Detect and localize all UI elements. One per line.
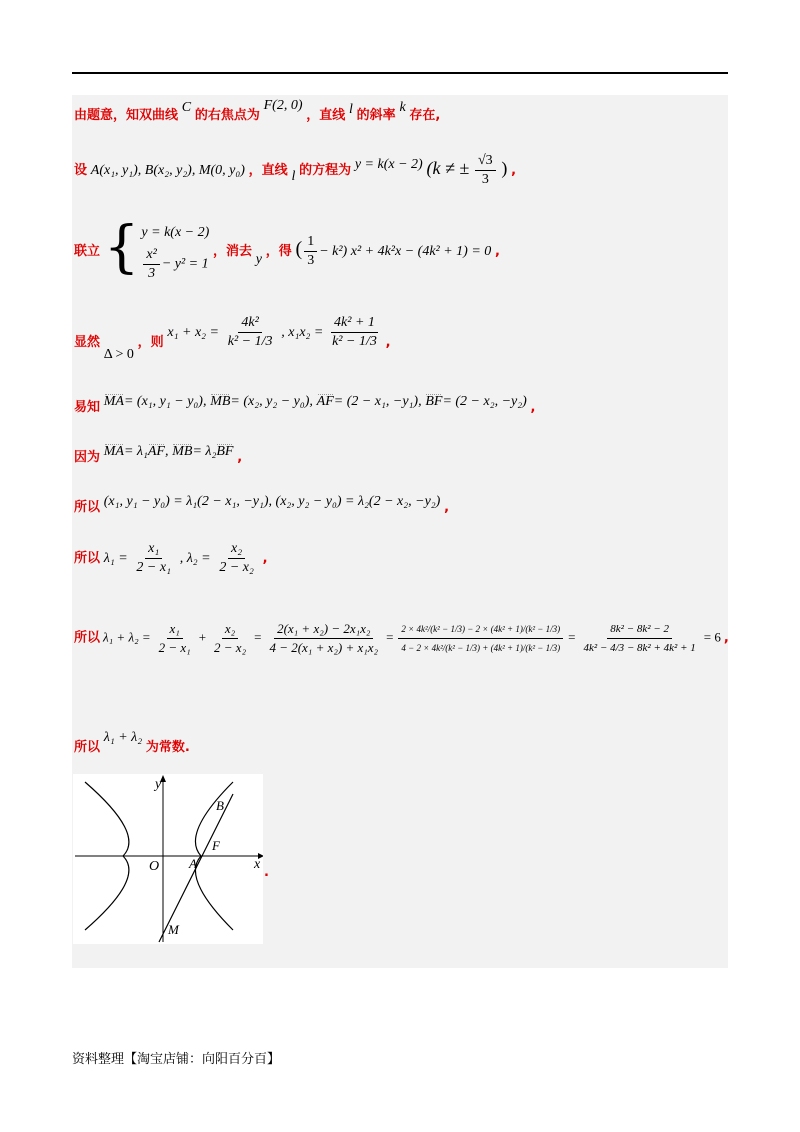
text: ，得 xyxy=(265,243,292,259)
text: 的右焦点为 xyxy=(194,108,260,123)
text: 由题意，知双曲线 xyxy=(74,108,179,123)
text: 存在, xyxy=(409,108,441,123)
label-f: F xyxy=(212,838,220,853)
label-o: O xyxy=(149,859,160,874)
label-m: M xyxy=(168,922,179,937)
text: 的方程为 xyxy=(299,162,352,178)
lambda2-fraction xyxy=(216,540,257,577)
focus-f: F(2, 0) xyxy=(263,98,303,113)
vector-expr: = (x₂, y₂ − y₀), xyxy=(230,394,313,409)
delta-condition: Δ > 0 xyxy=(103,346,134,362)
numerator: 1 xyxy=(304,233,317,252)
text: ，直线 xyxy=(306,108,346,123)
figure-tail xyxy=(264,864,269,881)
label-a: A xyxy=(189,856,197,871)
text: , xyxy=(495,243,500,259)
frac-5 xyxy=(580,620,698,657)
one-third xyxy=(304,233,317,270)
quadratic-tail: − k²) x² + 4k²x − (4k² + 1) = 0 xyxy=(319,243,492,259)
vector-ma: MA xyxy=(103,444,124,459)
product-fraction xyxy=(329,314,380,351)
line-10 xyxy=(74,726,190,755)
frac-1 xyxy=(156,620,194,657)
text: 因为 xyxy=(74,450,101,465)
equals: = xyxy=(568,629,576,645)
line-7 xyxy=(74,490,450,515)
system-row-2 xyxy=(141,246,209,283)
condition-suffix: ) xyxy=(501,157,508,178)
hyperbola-svg xyxy=(73,774,263,944)
text: 所以 xyxy=(74,500,101,515)
lambda1-fraction xyxy=(133,540,174,577)
vector-expr: = λ₁ xyxy=(123,444,148,459)
denominator: 3 xyxy=(148,266,156,281)
lambda1-lhs: λ₁ = xyxy=(103,550,128,566)
frac-2 xyxy=(211,620,249,657)
label-y: y xyxy=(155,777,162,792)
vector-expr: , xyxy=(164,444,169,459)
hyperbola-figure xyxy=(73,774,263,944)
vector-expr: = λ₂ xyxy=(192,444,217,459)
text: 的斜率 xyxy=(356,108,396,123)
sum-lhs: λ₁ + λ₂ = xyxy=(103,629,151,645)
numerator: x² xyxy=(143,246,159,265)
line-6 xyxy=(74,440,243,465)
sum-lhs: x₁ + x₂ = xyxy=(167,324,219,340)
equals: = xyxy=(254,629,262,645)
footer-note: 资料整理【淘宝店铺：向阳百分百】 xyxy=(72,1052,281,1067)
frac-3 xyxy=(266,620,381,657)
line-1 xyxy=(74,98,441,124)
label-b: B xyxy=(216,798,224,813)
var-l: l xyxy=(349,102,353,117)
numerator: 4k² + 1 xyxy=(331,314,378,333)
text: 为常数. xyxy=(145,740,190,755)
numerator: 8k² − 8k² − 2 xyxy=(607,620,672,639)
numerator: √3 xyxy=(475,152,496,171)
denominator: 2 − x₁ xyxy=(158,640,191,655)
denominator: 3 xyxy=(307,253,315,268)
denominator: 2 − x₂ xyxy=(214,640,247,655)
text: , xyxy=(385,334,391,350)
paren-open: ( xyxy=(295,237,303,260)
text: 所以 xyxy=(74,740,101,755)
vector-af: AF xyxy=(147,444,165,459)
condition-fraction xyxy=(475,152,496,189)
row-tail: − y² = 1 xyxy=(161,256,209,272)
denominator: k² − 1/3 xyxy=(332,334,377,349)
text: . xyxy=(264,865,269,880)
var-y: y xyxy=(255,251,263,267)
line-5 xyxy=(74,390,536,415)
vector-mb: MB xyxy=(210,394,231,409)
top-rule xyxy=(72,72,728,74)
lambda-sum: λ₁ + λ₂ xyxy=(103,730,143,745)
denominator: 4 − 2 × 4k²/(k² − 1/3) + (4k² + 1)/(k² − 1/3) xyxy=(401,643,561,653)
numerator: x₁ xyxy=(167,620,183,639)
denominator: 4k² − 4/3 − 8k² + 4k² + 1 xyxy=(583,642,696,654)
vector-bf: BF xyxy=(425,394,443,409)
line-4 xyxy=(74,314,391,362)
text: 设 xyxy=(74,162,88,178)
line-equation: y = k(x − 2) xyxy=(354,156,423,172)
label-x: x xyxy=(254,857,261,872)
var-c: C xyxy=(181,100,192,115)
numerator: x₁ xyxy=(145,540,162,559)
text: ，则 xyxy=(137,334,164,350)
numerator: 2 × 4k²/(k² − 1/3) − 2 × (4k² + 1)/(k² − 1/3) xyxy=(398,620,563,639)
line-3 xyxy=(74,215,500,283)
vector-expr: = (2 − x₂, −y₂) xyxy=(442,394,527,409)
numerator: x₂ xyxy=(222,620,238,639)
result: = 6 xyxy=(703,629,721,645)
text: 易知 xyxy=(74,400,101,415)
numerator: x₂ xyxy=(228,540,245,559)
frac-4 xyxy=(398,620,563,657)
vector-expr: = (2 − x₁, −y₁), xyxy=(333,394,422,409)
denominator: 2 − x₁ xyxy=(136,560,171,575)
text: 所以 xyxy=(74,550,101,566)
equals: = xyxy=(386,629,394,645)
vector-ma: MA xyxy=(103,394,124,409)
text: , xyxy=(237,450,243,465)
text: ，直线 xyxy=(248,162,288,178)
line-8 xyxy=(74,540,268,577)
denominator: 4 − 2(x₁ + x₂) + x₁x₂ xyxy=(269,640,379,655)
text: 联立 xyxy=(74,243,101,259)
vector-expr: = (x₁, y₁ − y₀), xyxy=(123,394,207,409)
brace-glyph: { xyxy=(103,215,140,280)
vector-mb: MB xyxy=(172,444,193,459)
text: , xyxy=(530,400,536,415)
denominator: 2 − x₂ xyxy=(219,560,254,575)
text: , xyxy=(444,500,450,515)
lambda2-lhs: , λ₂ = xyxy=(179,550,211,566)
vector-bf: BF xyxy=(216,444,234,459)
equation-system xyxy=(103,215,210,283)
text: , xyxy=(262,550,268,566)
vector-equation: (x₁, y₁ − y₀) = λ₁(2 − x₁, −y₁), (x₂, y₂ − y₀) = λ₂(2 − x₂, −y₂) xyxy=(103,494,441,509)
numerator: 4k² xyxy=(238,314,261,333)
sum-fraction xyxy=(225,314,276,351)
condition-prefix: (k ≠ ± xyxy=(426,157,470,178)
points-expr: A(x₁, y₁), B(x₂, y₂), M(0, y₀) xyxy=(90,162,245,178)
line-9 xyxy=(74,620,729,657)
system-row-1: y = k(x − 2) xyxy=(141,225,210,240)
numerator: 2(x₁ + x₂) − 2x₁x₂ xyxy=(274,620,373,639)
var-k: k xyxy=(399,100,406,115)
denominator: k² − 1/3 xyxy=(227,334,273,349)
text: 所以 xyxy=(74,630,101,646)
plus: + xyxy=(198,629,207,645)
line-2 xyxy=(74,152,516,189)
text: ，消去 xyxy=(213,243,253,259)
text: , xyxy=(723,630,729,646)
vector-af: AF xyxy=(316,394,334,409)
text: , xyxy=(511,162,517,178)
var-l: l xyxy=(291,168,296,184)
text: 显然 xyxy=(74,334,101,350)
denominator: 3 xyxy=(481,172,489,187)
product-lhs: , x₁x₂ = xyxy=(281,324,324,340)
